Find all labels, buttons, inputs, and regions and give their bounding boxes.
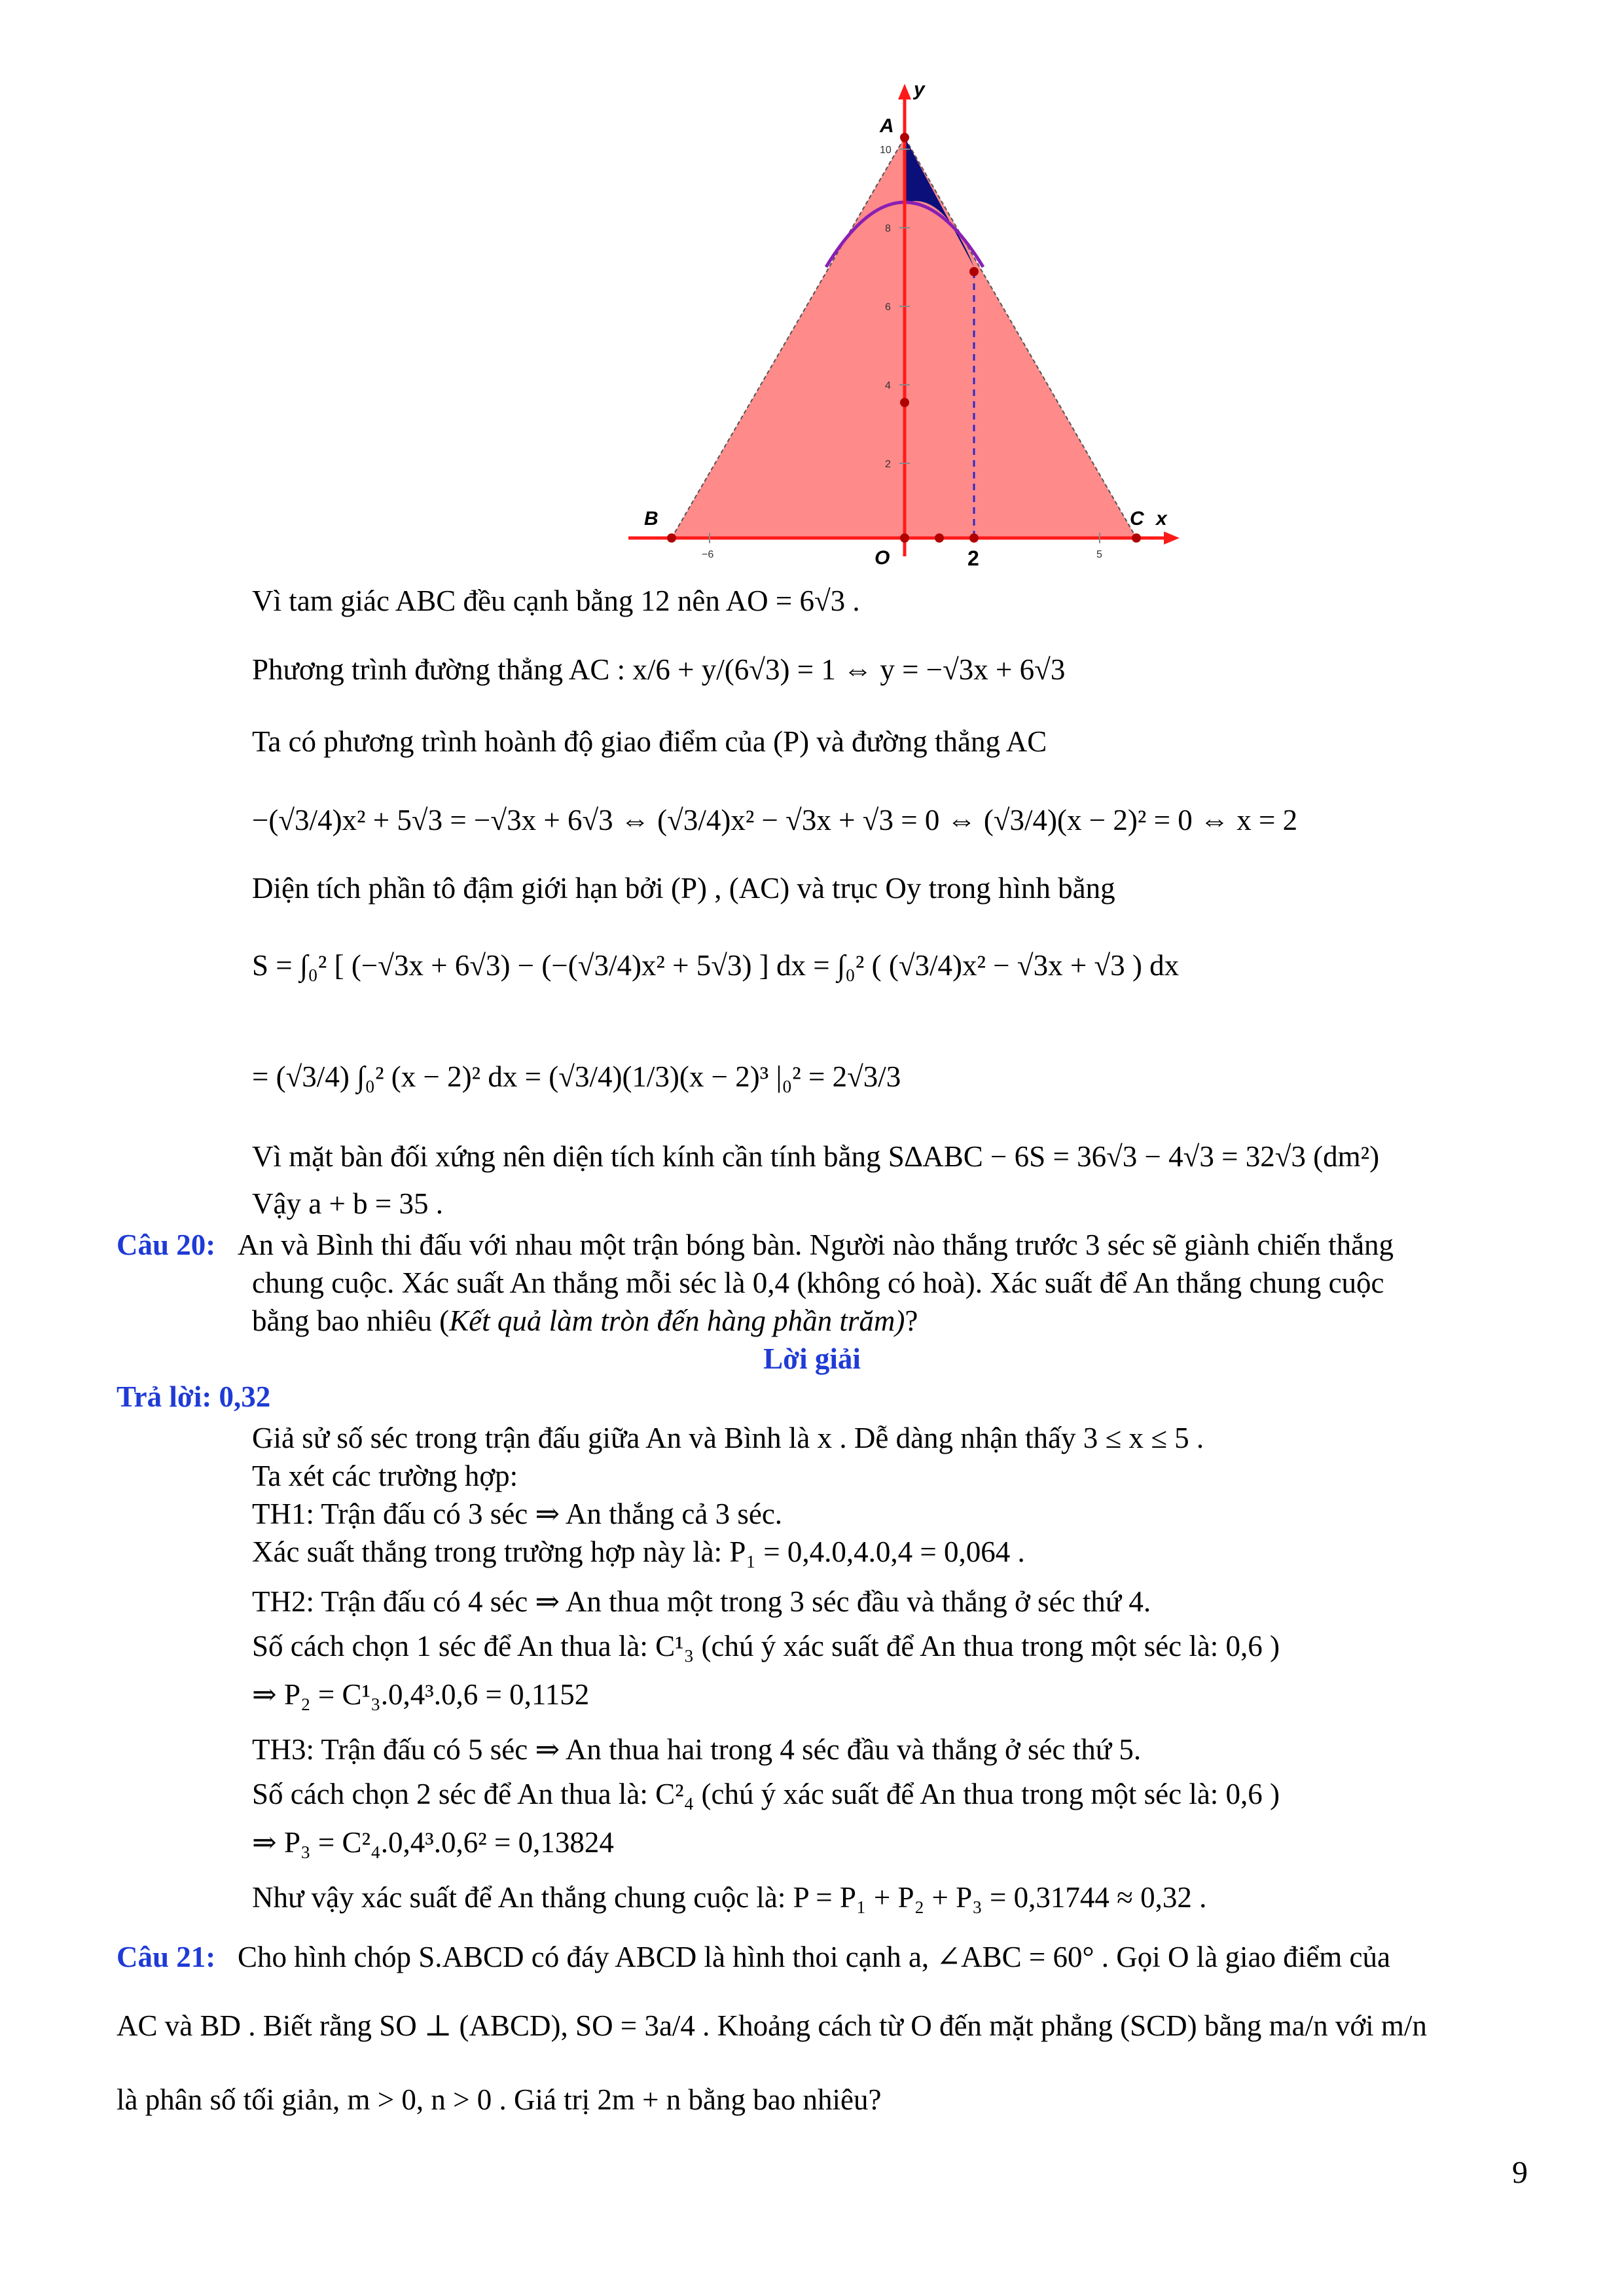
line-7: = (√3/4) ∫₀² (x − 2)² dx = (√3/4)(1/3)(x − 2)³ |₀² = 2√3/3	[252, 1060, 901, 1093]
label-2: 2	[967, 547, 979, 569]
question-21-line-2: AC và BD . Biết rằng SO ⊥ (ABCD), SO = 3a/4 . Khoảng cách từ O đến mặt phẳng (SCD) bằng ma/n với m/n	[117, 2009, 1427, 2042]
point-b	[667, 533, 676, 543]
question-20-label: Câu 20:	[117, 1229, 216, 1261]
solution-line-11: Như vậy xác suất để An thắng chung cuộc là: P = P₁ + P₂ + P₃ = 0,31744 ≈ 0,32 .	[252, 1881, 1207, 1914]
label-x: x	[1156, 508, 1167, 529]
tick-y-2: 2	[885, 459, 891, 470]
point-o	[900, 533, 909, 543]
line-2: Phương trình đường thẳng AC : x/6 + y/(6√3) = 1 ⇔ y = −√3x + 6√3	[252, 653, 1066, 686]
answer: Trả lời: 0,32	[117, 1380, 271, 1413]
question-20-line-1: An và Bình thi đấu với nhau một trận bóng bàn. Người nào thắng trước 3 séc sẽ giành chiến thắng	[238, 1229, 1394, 1261]
point-c	[1132, 533, 1141, 543]
solution-heading: Lời giải	[763, 1342, 861, 1375]
tick-y-8: 8	[885, 223, 891, 234]
point-x2	[969, 533, 979, 543]
question-20-line-3c: ?	[905, 1304, 918, 1337]
solution-line-6: Số cách chọn 1 séc để An thua là: C¹₃ (chú ý xác suất để An thua trong một séc là: 0,6 )	[252, 1630, 1280, 1662]
tick-y-6: 6	[885, 302, 891, 313]
solution-line-5: TH2: Trận đấu có 4 séc ⇒ An thua một trong 3 séc đầu và thắng ở séc thứ 4.	[252, 1585, 1151, 1618]
solution-line-4: Xác suất thắng trong trường hợp này là: P₁ = 0,4.0,4.0,4 = 0,064 .	[252, 1535, 1025, 1568]
line-9: Vậy a + b = 35 .	[252, 1187, 443, 1220]
question-21-line-3: là phân số tối giản, m > 0, n > 0 . Giá trị 2m + n bằng bao nhiêu?	[117, 2083, 882, 2116]
y-axis-arrow	[898, 84, 911, 99]
page-number: 9	[1512, 2155, 1528, 2190]
question-20-line-3a: bằng bao nhiêu (	[252, 1304, 450, 1337]
solution-line-3: TH1: Trận đấu có 3 séc ⇒ An thắng cả 3 séc.	[252, 1498, 783, 1530]
solution-line-1: Giả sử số séc trong trận đấu giữa An và Bình là x . Dễ dàng nhận thấy 3 ≤ x ≤ 5 .	[252, 1422, 1204, 1454]
line-1: Vì tam giác ABC đều cạnh bằng 12 nên AO = 6√3 .	[252, 584, 860, 617]
tick-x-5: 5	[1096, 549, 1102, 560]
line-6: S = ∫₀² [ (−√3x + 6√3) − (−(√3/4)x² + 5√3) ] dx = ∫₀² ( (√3/4)x² − √3x + √3 ) dx	[252, 949, 1180, 982]
tick-y-10: 10	[880, 145, 892, 156]
point-a	[900, 133, 909, 142]
triangle-figure	[615, 72, 1191, 569]
point-axis-y	[900, 398, 909, 407]
line-3: Ta có phương trình hoành độ giao điểm của (P) và đường thẳng AC	[252, 725, 1047, 758]
line-8: Vì mặt bàn đối xứng nên diện tích kính cần tính bằng S∆ABC − 6S = 36√3 − 4√3 = 32√3 (dm²)	[252, 1140, 1380, 1173]
solution-line-2: Ta xét các trường hợp:	[252, 1460, 518, 1492]
point-x1	[935, 533, 944, 543]
label-o: O	[875, 547, 890, 569]
label-y: y	[914, 79, 925, 100]
solution-line-8: TH3: Trận đấu có 5 séc ⇒ An thua hai trong 4 séc đầu và thắng ở séc thứ 5.	[252, 1733, 1142, 1766]
question-21-line-1: Cho hình chóp S.ABCD có đáy ABCD là hình thoi cạnh a, ∠ABC = 60° . Gọi O là giao điểm của	[238, 1941, 1390, 1973]
solution-line-7: ⇒ P₂ = C¹₃.0,4³.0,6 = 0,1152	[252, 1678, 590, 1711]
solution-line-9: Số cách chọn 2 séc để An thua là: C²₄ (chú ý xác suất để An thua trong một séc là: 0,6 )	[252, 1778, 1280, 1810]
question-20-line-3	[252, 1304, 918, 1338]
tick-y-4: 4	[885, 380, 891, 391]
question-21-label: Câu 21:	[117, 1941, 216, 1973]
question-20-line-2: chung cuộc. Xác suất An thắng mỗi séc là 0,4 (không có hoà). Xác suất để An thắng chung cuộc	[252, 1266, 1384, 1299]
label-b: B	[644, 508, 659, 529]
solution-line-10: ⇒ P₃ = C²₄.0,4³.0,6² = 0,13824	[252, 1826, 614, 1859]
question-20-line-3b: Kết quả làm tròn đến hàng phần trăm)	[449, 1304, 905, 1337]
x-axis-arrow	[1164, 531, 1180, 545]
line-5: Diện tích phần tô đậm giới hạn bởi (P) , (AC) và trục Oy trong hình bằng	[252, 872, 1115, 905]
label-c: C	[1130, 508, 1144, 529]
label-a: A	[880, 115, 894, 137]
tick-x-neg6: −6	[702, 549, 714, 560]
point-intersection	[969, 267, 979, 276]
line-4: −(√3/4)x² + 5√3 = −√3x + 6√3 ⇔ (√3/4)x² − √3x + √3 = 0 ⇔ (√3/4)(x − 2)² = 0 ⇔ x = 2	[252, 804, 1298, 836]
